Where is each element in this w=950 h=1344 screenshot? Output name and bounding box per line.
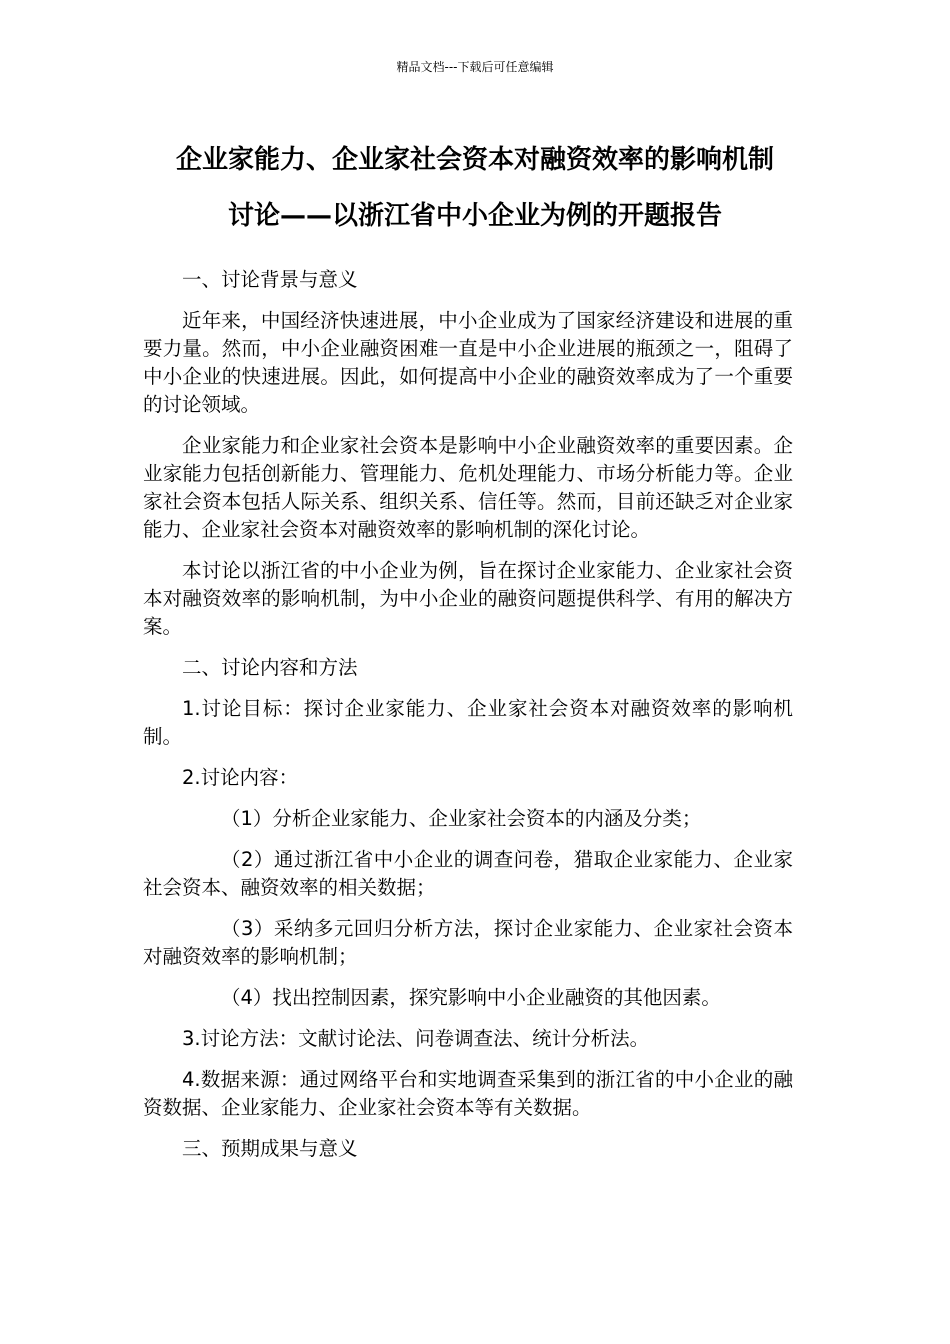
paragraph-background-2: 企业家能力和企业家社会资本是影响中小企业融资效率的重要因素。企业家能力包括创新能力、管理能力、危机处理能力、市场分析能力等。企业家社会资本包括人际关系、组织关系、信任等。然而，目前还缺乏对企业家能力、企业家社会资本对融资效率的影响机制的深化讨论。 (143, 434, 793, 541)
paragraph-research-methods: 3.讨论方法：文献讨论法、问卷调查法、统计分析法。 (182, 1027, 650, 1050)
paragraph-background-3: 本讨论以浙江省的中小企业为例，旨在探讨企业家能力、企业家社会资本对融资效率的影响机制，为中小企业的融资问题提供科学、有用的解决方案。 (143, 559, 793, 638)
document-title-line-2: 讨论——以浙江省中小企业为例的开题报告 (227, 201, 722, 231)
page-header-note: 精品文档---下载后可任意编辑 (396, 60, 554, 74)
list-item-content-4: （4）找出控制因素，探究影响中小企业融资的其他因素。 (221, 986, 721, 1009)
paragraph-background-1: 近年来，中国经济快速进展，中小企业成为了国家经济建设和进展的重要力量。然而，中小企业融资困难一直是中小企业进展的瓶颈之一，阻碍了中小企业的快速进展。因此，如何提高中小企业的融资效率成为了一个重要的讨论领域。 (143, 309, 793, 416)
document-title-line-1: 企业家能力、企业家社会资本对融资效率的影响机制 (175, 145, 774, 175)
paragraph-research-content: 2.讨论内容： (182, 766, 299, 789)
list-item-content-3: （3）采纳多元回归分析方法，探讨企业家能力、企业家社会资本对融资效率的影响机制； (143, 917, 793, 968)
document-body (143, 266, 793, 1176)
section-heading-content-methods: 二、讨论内容和方法 (182, 656, 358, 679)
paragraph-data-sources: 4.数据来源：通过网络平台和实地调查采集到的浙江省的中小企业的融资数据、企业家能力、企业家社会资本等有关数据。 (143, 1068, 793, 1119)
paragraph-research-goal: 1.讨论目标：探讨企业家能力、企业家社会资本对融资效率的影响机制。 (143, 697, 793, 748)
section-heading-background: 一、讨论背景与意义 (182, 268, 358, 291)
list-item-content-1: （1）分析企业家能力、企业家社会资本的内涵及分类； (221, 807, 702, 830)
list-item-content-2: （2）通过浙江省中小企业的调查问卷，猎取企业家能力、企业家社会资本、融资效率的相关数据； (143, 848, 793, 899)
section-heading-expected-results: 三、预期成果与意义 (182, 1137, 358, 1160)
document-title (140, 132, 810, 244)
